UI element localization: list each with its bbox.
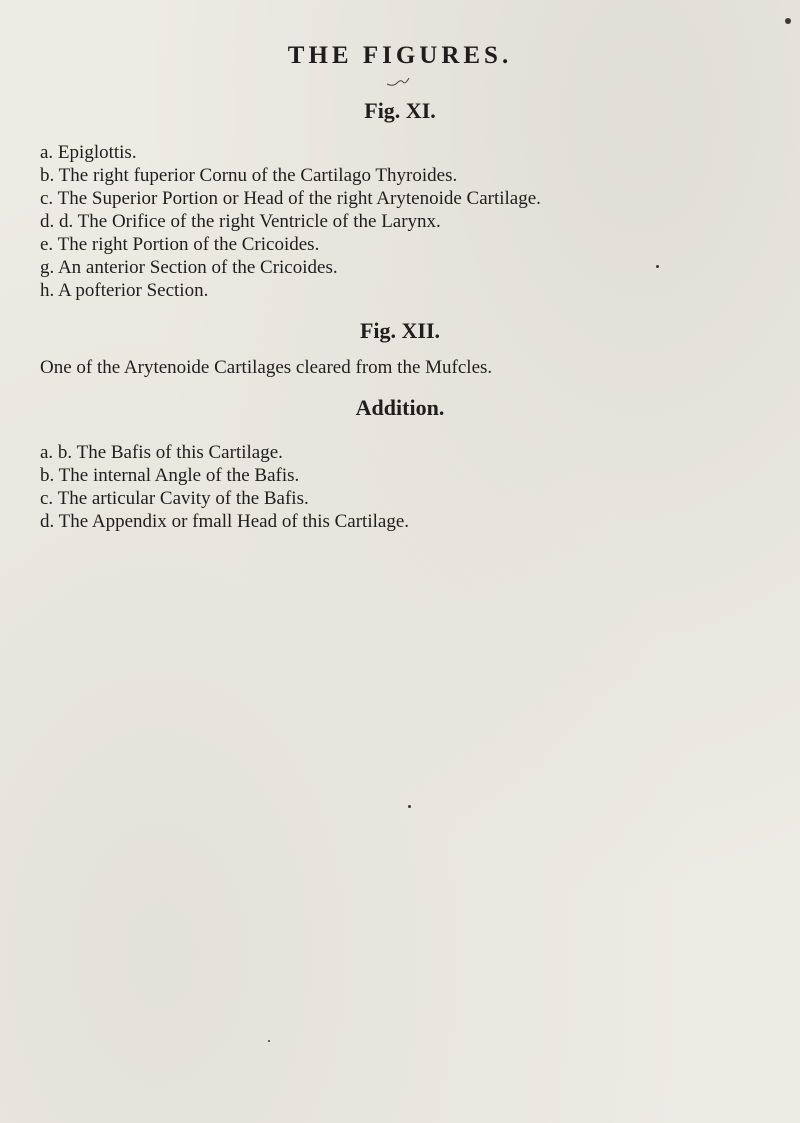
addition-item-d: d. The Appendix or fmall Head of this Cartilage.	[40, 511, 410, 532]
fig-xi-item-h: h. A pofterior Section.	[40, 280, 209, 301]
fig-xi-heading: Fig. XI.	[364, 98, 436, 123]
addition-item-c: c. The articular Cavity of the Bafis.	[40, 488, 309, 509]
page-title: THE FIGURES.	[287, 42, 513, 69]
fig-xi-item-d: d. d. The Orifice of the right Ventricle of the Larynx.	[40, 211, 441, 232]
paper-speck	[408, 805, 411, 808]
fig-xi-item-g: g. An anterior Section of the Cricoides.	[40, 257, 338, 278]
fig-xi-item-b: b. The right fuperior Cornu of the Cartilago Thyroides.	[40, 165, 458, 186]
flourish-ornament	[385, 76, 411, 88]
fig-xi-item-a: a. Epiglottis.	[40, 142, 137, 163]
addition-item-ab: a. b. The Bafis of this Cartilage.	[40, 442, 283, 463]
paper-speck	[656, 265, 659, 268]
addition-heading: Addition.	[355, 395, 445, 420]
fig-xii-heading: Fig. XII.	[359, 318, 441, 343]
paper-speck	[785, 18, 791, 24]
fig-xi-item-c: c. The Superior Portion or Head of the right Arytenoide Cartilage.	[40, 188, 541, 209]
fig-xii-description: One of the Arytenoide Cartilages cleared from the Mufcles.	[40, 357, 493, 378]
addition-item-b: b. The internal Angle of the Bafis.	[40, 465, 300, 486]
fig-xi-item-e: e. The right Portion of the Cricoides.	[40, 234, 320, 255]
paper-speck	[268, 1040, 270, 1042]
